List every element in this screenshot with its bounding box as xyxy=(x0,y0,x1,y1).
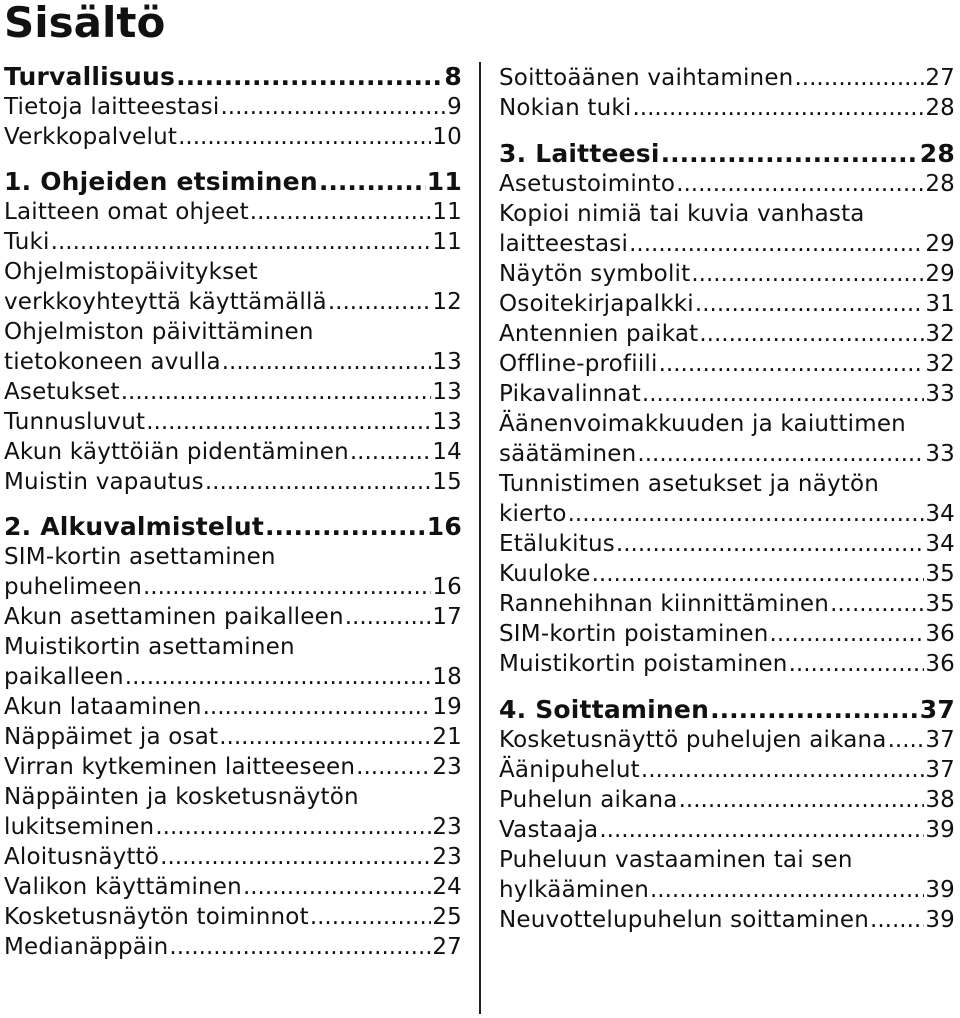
toc-entry-label: Tuki xyxy=(4,229,50,255)
toc-entry-label: Näppäimet ja osat xyxy=(4,724,219,750)
toc-entry-label-line: Kopioi nimiä tai kuvia vanhasta xyxy=(499,201,865,227)
dot-leader xyxy=(319,167,426,197)
page-number: 17 xyxy=(432,604,462,630)
toc-left-column xyxy=(4,62,462,962)
page-number: 13 xyxy=(432,379,462,405)
page-number: 33 xyxy=(925,381,955,407)
toc-entry-puhelun-aikana[interactable] xyxy=(499,785,955,815)
toc-entry-label: tietokoneen avulla xyxy=(4,349,221,375)
toc-entry-label: Rannehihnan kiinnittäminen xyxy=(499,591,830,617)
toc-entry-label-line: Ohjelmistopäivitykset xyxy=(4,259,258,285)
toc-entry-ohjelmiston-paivittaminen-tietokoneen-avulla[interactable] xyxy=(4,317,462,377)
toc-entry-label: kierto xyxy=(499,501,567,527)
dot-leader xyxy=(243,872,431,902)
dot-leader xyxy=(219,722,431,752)
toc-entry-label: Verkkopalvelut xyxy=(4,124,178,150)
page-number: 18 xyxy=(432,664,462,690)
dot-leader xyxy=(155,812,431,842)
toc-entry-label: Akun asettaminen paikalleen xyxy=(4,604,344,630)
toc-entry-label: Puhelun aikana xyxy=(499,787,678,813)
toc-entry-aanenvoimakkuuden-ja-kaiuttimen-saataminen[interactable] xyxy=(499,409,955,469)
toc-entry-label: Soittoäänen vaihtaminen xyxy=(499,65,794,91)
dot-leader xyxy=(641,755,924,785)
dot-leader xyxy=(650,875,924,905)
toc-entry-label: Asetukset xyxy=(4,379,120,405)
dot-leader xyxy=(143,572,431,602)
toc-entry-nappainten-ja-kosketusnayton-lukitseminen[interactable] xyxy=(4,782,462,842)
toc-entry-label: Pikavalinnat xyxy=(499,381,641,407)
toc-heading-label: 2. Alkuvalmistelut xyxy=(4,512,264,541)
dot-leader xyxy=(676,169,924,199)
page-number: 16 xyxy=(426,512,462,541)
toc-entry-label: Kuuloke xyxy=(499,561,591,587)
page-number: 28 xyxy=(919,139,955,168)
dot-leader xyxy=(220,92,446,122)
toc-entry-label: säätäminen xyxy=(499,441,637,467)
toc-entry-muistikortin-poistaminen[interactable] xyxy=(499,649,955,679)
toc-entry-label-line: Näppäinten ja kosketusnäytön xyxy=(4,784,359,810)
page-number: 29 xyxy=(925,261,955,287)
dot-leader xyxy=(870,905,924,935)
dot-leader xyxy=(178,122,431,152)
dot-leader xyxy=(265,512,426,542)
dot-leader xyxy=(679,785,925,815)
dot-leader xyxy=(695,289,924,319)
toc-entry-virran-kytkeminen-laitteeseen[interactable] xyxy=(4,752,462,782)
dot-leader xyxy=(205,467,431,497)
toc-entry-label: Tunnusluvut xyxy=(4,409,146,435)
toc-entry-nayton-symbolit[interactable] xyxy=(499,259,955,289)
toc-entry-akun-lataaminen[interactable] xyxy=(4,692,462,722)
dot-leader xyxy=(592,559,925,589)
toc-entry-akun-asettaminen-paikalleen[interactable] xyxy=(4,602,462,632)
dot-leader xyxy=(125,662,432,692)
toc-entry-aloitusnaytto[interactable] xyxy=(4,842,462,872)
page-number: 36 xyxy=(925,621,955,647)
toc-entry-label: Akun lataaminen xyxy=(4,694,202,720)
page-number: 10 xyxy=(432,124,462,150)
toc-entry-pikavalinnat[interactable] xyxy=(499,379,955,409)
toc-entry-label-line: Puheluun vastaaminen tai sen xyxy=(499,847,853,873)
toc-heading-turvallisuus[interactable] xyxy=(4,62,462,92)
toc-entry-vastaaja[interactable] xyxy=(499,815,955,845)
page-number: 11 xyxy=(426,167,462,196)
dot-leader xyxy=(176,62,443,92)
toc-entry-sim-kortin-asettaminen-puhelimeen[interactable] xyxy=(4,542,462,602)
page-title: Sisältö xyxy=(4,0,166,47)
toc-entry-asetustoiminto[interactable] xyxy=(499,169,955,199)
page-number: 37 xyxy=(925,727,955,753)
toc-entry-label: Neuvottelupuhelun soittaminen xyxy=(499,907,870,933)
toc-entry-ohjelmistopaivitykset-verkkoyhteytta-kayttamalla[interactable] xyxy=(4,257,462,317)
dot-leader xyxy=(699,319,924,349)
page-number: 13 xyxy=(432,409,462,435)
page-number: 23 xyxy=(432,814,462,840)
page-number: 39 xyxy=(925,877,955,903)
page-number: 39 xyxy=(925,907,955,933)
dot-leader xyxy=(661,139,919,169)
toc-entry-nokian-tuki[interactable] xyxy=(499,93,955,123)
toc-entry-last-line xyxy=(4,287,462,317)
toc-entry-label-line: SIM-kortin asettaminen xyxy=(4,544,276,570)
toc-entry-label-line: Äänenvoimakkuuden ja kaiuttimen xyxy=(499,411,906,437)
toc-entry-label: lukitseminen xyxy=(4,814,155,840)
toc-entry-label: Vastaaja xyxy=(499,817,599,843)
dot-leader xyxy=(770,619,925,649)
page-number: 12 xyxy=(432,289,462,315)
toc-entry-label: Laitteen omat ohjeet xyxy=(4,199,249,225)
toc-entry-label: Näytön symbolit xyxy=(499,261,691,287)
toc-entry-kosketusnayton-toiminnot[interactable] xyxy=(4,902,462,932)
toc-entry-osoitekirjapalkki[interactable] xyxy=(499,289,955,319)
page-number: 27 xyxy=(432,934,462,960)
page-number: 25 xyxy=(432,904,462,930)
toc-entry-sim-kortin-poistaminen[interactable] xyxy=(499,619,955,649)
toc-entry-last-line xyxy=(4,812,462,842)
toc-entry-soittoaanen-vaihtaminen[interactable] xyxy=(499,63,955,93)
toc-entry-label: Etälukitus xyxy=(499,531,615,557)
dot-leader xyxy=(345,602,432,632)
toc-entry-label: Antennien paikat xyxy=(499,321,699,347)
page-number: 33 xyxy=(925,441,955,467)
toc-section xyxy=(499,695,955,935)
toc-entry-nappaimet-ja-osat[interactable] xyxy=(4,722,462,752)
toc-entry-label: Osoitekirjapalkki xyxy=(499,291,694,317)
toc-entry-last-line xyxy=(4,347,462,377)
dot-leader xyxy=(629,229,924,259)
toc-entry-label: Muistin vapautus xyxy=(4,469,204,495)
toc-heading-label: 4. Soittaminen xyxy=(499,695,710,724)
page-number: 19 xyxy=(432,694,462,720)
toc-entry-puheluun-vastaaminen-tai-sen-hylkaaminen[interactable] xyxy=(499,845,955,905)
toc-entry-label: verkkoyhteyttä käyttämällä xyxy=(4,289,327,315)
page-number: 29 xyxy=(925,231,955,257)
toc-entry-label: Virran kytkeminen laitteeseen xyxy=(4,754,356,780)
toc-entry-last-line xyxy=(499,439,955,469)
toc-section xyxy=(499,139,955,679)
page-number: 39 xyxy=(925,817,955,843)
page-number: 21 xyxy=(432,724,462,750)
dot-leader xyxy=(616,529,924,559)
toc-entry-label: Akun käyttöiän pidentäminen xyxy=(4,439,349,465)
toc-entry-kosketusnaytto-puhelujen-aikana[interactable] xyxy=(499,725,955,755)
toc-entry-muistikortin-asettaminen-paikalleen[interactable] xyxy=(4,632,462,692)
toc-right-column xyxy=(499,63,955,935)
toc-section xyxy=(499,63,955,123)
page-number: 31 xyxy=(925,291,955,317)
toc-entry-kopioi-nimia-tai-kuvia-vanhasta-laitteestasi[interactable] xyxy=(499,199,955,259)
dot-leader xyxy=(568,499,925,529)
toc-section xyxy=(4,512,462,962)
toc-entry-last-line xyxy=(499,229,955,259)
dot-leader xyxy=(642,379,924,409)
column-divider xyxy=(479,62,481,1014)
toc-heading-4-soittaminen[interactable] xyxy=(499,695,955,725)
toc-entry-label: Nokian tuki xyxy=(499,95,632,121)
toc-entry-label: Asetustoiminto xyxy=(499,171,676,197)
page-number: 11 xyxy=(432,229,462,255)
page-number: 23 xyxy=(432,844,462,870)
page-number: 32 xyxy=(925,351,955,377)
dot-leader xyxy=(710,695,919,725)
toc-entry-tuki[interactable] xyxy=(4,227,462,257)
dot-leader xyxy=(691,259,924,289)
toc-entry-label: Tietoja laitteestasi xyxy=(4,94,220,120)
page-number: 37 xyxy=(919,695,955,724)
page-number: 15 xyxy=(432,469,462,495)
dot-leader xyxy=(599,815,924,845)
toc-entry-last-line xyxy=(499,875,955,905)
toc-heading-3-laitteesi[interactable] xyxy=(499,139,955,169)
dot-leader xyxy=(328,287,431,317)
toc-entry-neuvottelupuhelun-soittaminen[interactable] xyxy=(499,905,955,935)
toc-entry-tunnusluvut[interactable] xyxy=(4,407,462,437)
toc-entry-label: Kosketusnäytön toiminnot xyxy=(4,904,309,930)
dot-leader xyxy=(121,377,432,407)
toc-entry-label: Offline-profiili xyxy=(499,351,658,377)
dot-leader xyxy=(632,93,924,123)
toc-entry-label: puhelimeen xyxy=(4,574,142,600)
dot-leader xyxy=(350,437,431,467)
toc-entry-akun-kayttoian-pidentaminen[interactable] xyxy=(4,437,462,467)
toc-entry-aanipuhelut[interactable] xyxy=(499,755,955,785)
toc-entry-label-line: Muistikortin asettaminen xyxy=(4,634,295,660)
toc-entry-label-line: Tunnistimen asetukset ja näytön xyxy=(499,471,880,497)
toc-entry-label: Aloitusnäyttö xyxy=(4,844,160,870)
page-number: 34 xyxy=(925,531,955,557)
page-number: 35 xyxy=(925,561,955,587)
toc-heading-2-alkuvalmistelut[interactable] xyxy=(4,512,462,542)
toc-entry-valikon-kayttaminen[interactable] xyxy=(4,872,462,902)
toc-entry-label: paikalleen xyxy=(4,664,124,690)
toc-entry-rannehihnan-kiinnittaminen[interactable] xyxy=(499,589,955,619)
toc-entry-label-line: Ohjelmiston päivittäminen xyxy=(4,319,314,345)
toc-entry-tunnistimen-asetukset-ja-nayton-kierto[interactable] xyxy=(499,469,955,529)
toc-entry-label: SIM-kortin poistaminen xyxy=(499,621,769,647)
toc-entry-asetukset[interactable] xyxy=(4,377,462,407)
toc-entry-label: laitteestasi xyxy=(499,231,629,257)
toc-heading-label: Turvallisuus xyxy=(4,62,176,91)
dot-leader xyxy=(356,752,431,782)
toc-entry-antennien-paikat[interactable] xyxy=(499,319,955,349)
dot-leader xyxy=(637,439,924,469)
page-number: 28 xyxy=(925,171,955,197)
toc-entry-laitteen-omat-ohjeet[interactable] xyxy=(4,197,462,227)
toc-heading-label: 3. Laitteesi xyxy=(499,139,660,168)
toc-entry-muistin-vapautus[interactable] xyxy=(4,467,462,497)
toc-entry-last-line xyxy=(4,662,462,692)
toc-entry-kuuloke[interactable] xyxy=(499,559,955,589)
page-number: 24 xyxy=(432,874,462,900)
toc-entry-last-line xyxy=(4,572,462,602)
page-number: 16 xyxy=(432,574,462,600)
dot-leader xyxy=(310,902,432,932)
toc-entry-last-line xyxy=(499,499,955,529)
dot-leader xyxy=(830,589,924,619)
page-number: 34 xyxy=(925,501,955,527)
dot-leader xyxy=(51,227,432,257)
page-number: 23 xyxy=(432,754,462,780)
toc-entry-medianappain[interactable] xyxy=(4,932,462,962)
toc-entry-label: Medianäppäin xyxy=(4,934,169,960)
page-number: 11 xyxy=(432,199,462,225)
toc-entry-offline-profiili[interactable] xyxy=(499,349,955,379)
dot-leader xyxy=(160,842,431,872)
toc-entry-etalukitus[interactable] xyxy=(499,529,955,559)
dot-leader xyxy=(222,347,432,377)
toc-entry-label: Kosketusnäyttö puhelujen aikana xyxy=(499,727,887,753)
dot-leader xyxy=(789,649,925,679)
page-number: 36 xyxy=(925,651,955,677)
page-number: 28 xyxy=(925,95,955,121)
page-number: 14 xyxy=(432,439,462,465)
page-number: 9 xyxy=(447,94,462,120)
toc-section xyxy=(4,167,462,497)
toc-entry-label: Valikon käyttäminen xyxy=(4,874,242,900)
toc-entry-label: hylkääminen xyxy=(499,877,649,903)
dot-leader xyxy=(146,407,431,437)
dot-leader xyxy=(203,692,432,722)
toc-heading-label: 1. Ohjeiden etsiminen xyxy=(4,167,318,196)
page-number: 8 xyxy=(444,62,462,91)
page-number: 35 xyxy=(925,591,955,617)
page-number: 27 xyxy=(925,65,955,91)
dot-leader xyxy=(169,932,431,962)
toc-section xyxy=(4,62,462,152)
toc-entry-verkkopalvelut[interactable] xyxy=(4,122,462,152)
toc-entry-label: Äänipuhelut xyxy=(499,757,640,783)
dot-leader xyxy=(250,197,432,227)
toc-entry-label: Muistikortin poistaminen xyxy=(499,651,788,677)
page-number: 38 xyxy=(925,787,955,813)
dot-leader xyxy=(794,63,924,93)
page-number: 13 xyxy=(432,349,462,375)
dot-leader xyxy=(659,349,925,379)
toc-heading-1-ohjeiden-etsiminen[interactable] xyxy=(4,167,462,197)
dot-leader xyxy=(888,725,925,755)
page-number: 32 xyxy=(925,321,955,347)
page-number: 37 xyxy=(925,757,955,783)
toc-entry-tietoja-laitteestasi[interactable] xyxy=(4,92,462,122)
